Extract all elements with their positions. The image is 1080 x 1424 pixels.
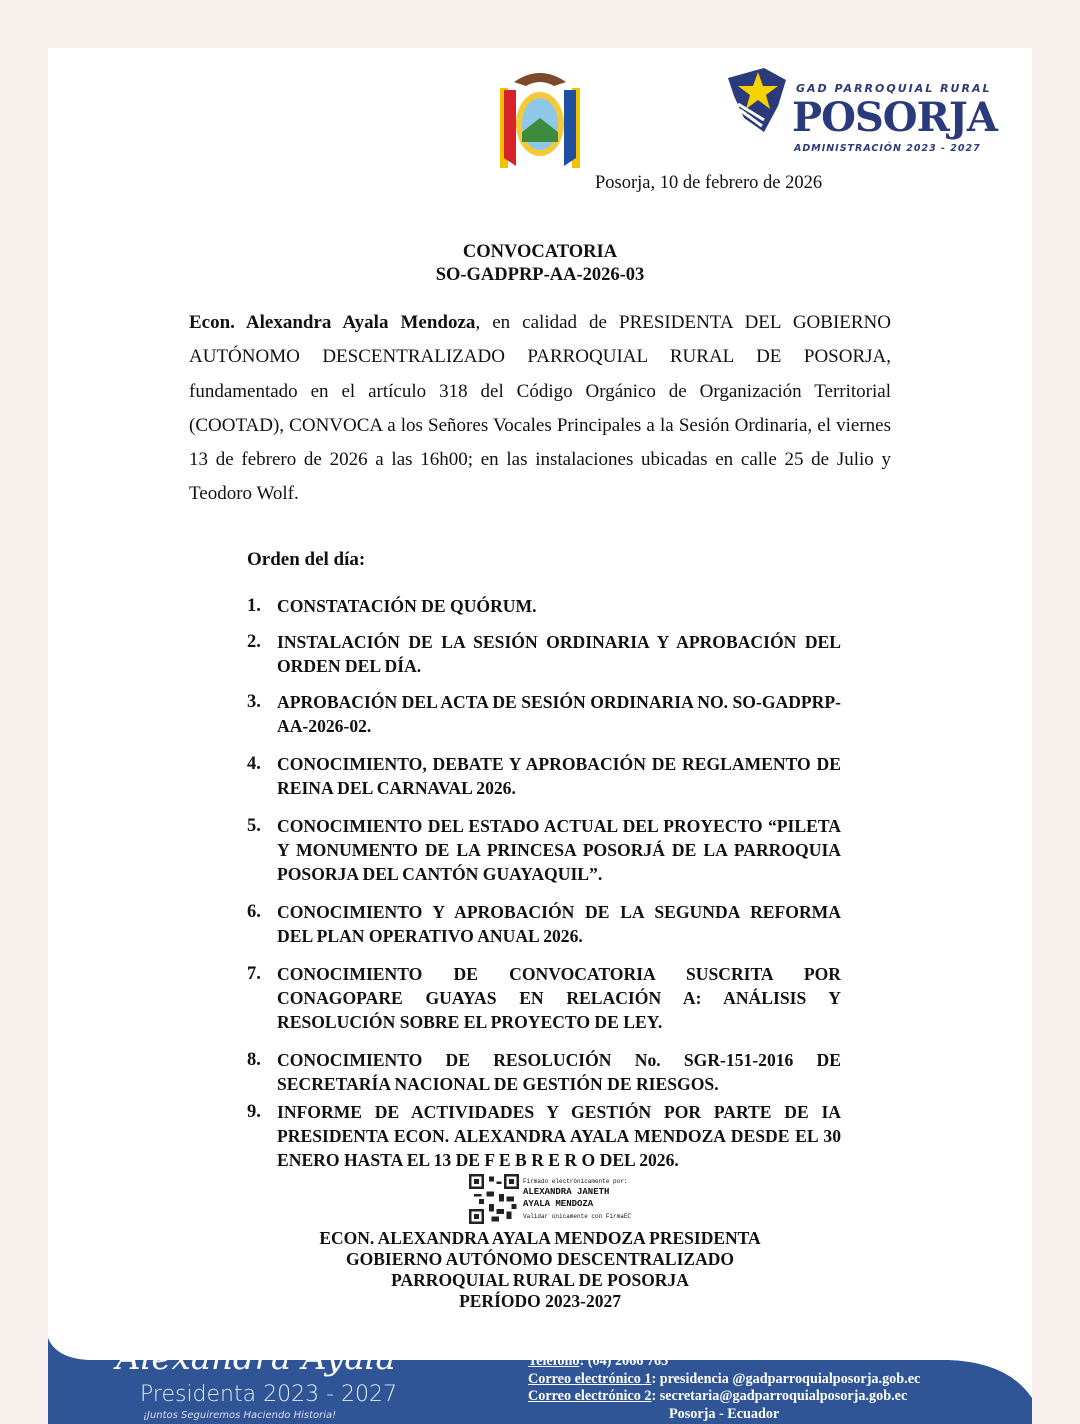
stamp-validate: Validar únicamente con FirmaEC [523, 1213, 632, 1220]
document-title: CONVOCATORIA [462, 242, 618, 262]
agenda-item [247, 900, 841, 948]
shield-star-icon [724, 66, 788, 136]
logo-line2: POSORJA [792, 94, 997, 141]
email1-link[interactable]: : presidencia @gadparroquialposorja.gob.ec [651, 1370, 921, 1387]
footer-slogan: ¡Juntos Seguiremos Haciendo Historia! [143, 1410, 337, 1421]
signer-line: ECON. ALEXANDRA AYALA MENDOZA PRESIDENTA [319, 1228, 761, 1248]
item-number: 8. [247, 1050, 261, 1070]
qr-code-icon [469, 1174, 519, 1224]
item-number: 4. [247, 754, 261, 774]
logo-line3: ADMINISTRACIÓN 2023 - 2027 [794, 143, 981, 154]
ecuador-coat-of-arms-icon [494, 68, 586, 172]
stamp-name: ALEXANDRA JANETH [523, 1187, 610, 1197]
phone: : (04) 2066 765 [579, 1353, 669, 1370]
phone-label: Teléfono [528, 1353, 580, 1370]
institution-line: GOBIERNO AUTÓNOMO DESCENTRALIZADO [346, 1249, 734, 1269]
footer-script-name: Alexandra Ayala [116, 1338, 396, 1378]
electronic-signature-row [48, 1174, 1032, 1228]
convocation-body [189, 306, 891, 512]
agenda-and-signature [48, 594, 1032, 1312]
agenda-item [247, 690, 841, 738]
item-text: CONOCIMIENTO DEL ESTADO ACTUAL DEL PROYECTO “PILETA Y MONUMENTO DE LA PRINCESA POSORJÁ DE LA PARROQUIA POSORJA DEL CANTÓN GUAYAQUIL”. [277, 816, 841, 884]
logo-line1: GAD PARROQUIAL RURAL [796, 82, 992, 95]
footer-contact [528, 1336, 920, 1423]
item-number: 6. [247, 902, 261, 922]
email2-label: Correo electrónico 2 [528, 1388, 652, 1405]
item-number: 9. [247, 1102, 261, 1122]
item-text: CONOCIMIENTO DE CONVOCATORIA SUSCRITA POR CONAGOPARE GUAYAS EN RELACIÓN A: ANÁLISIS Y RESOLUCIÓN SOBRE EL PROYECTO DE LEY. [277, 964, 841, 1032]
agenda-item [247, 1100, 841, 1172]
gad-posorja-logo [724, 66, 997, 158]
convener-name: Econ. Alexandra Ayala Mendoza [189, 312, 476, 333]
item-number: 7. [247, 964, 261, 984]
address: : Calle 25 de Julio y Natividad Flores, mz 27, solar 2. [586, 1336, 904, 1352]
item-text: INSTALACIÓN DE LA SESIÓN ORDINARIA Y APROBACIÓN DEL ORDEN DEL DÍA. [277, 632, 841, 676]
email1-label: Correo electrónico 1 [528, 1370, 652, 1387]
item-text: CONSTATACIÓN DE QUÓRUM. [277, 596, 537, 616]
email2-link[interactable]: : secretaria@gadparroquialposorja.gob.ec [651, 1388, 908, 1405]
item-text: INFORME DE ACTIVIDADES Y GESTIÓN POR PARTE DE IA PRESIDENTA ECON. ALEXANDRA AYALA MENDOZA DESDE EL 30 ENERO HASTA EL 13 DE F E B R E R O DEL 2026. [277, 1102, 841, 1170]
document-code: SO-GADPRP-AA-2026-03 [435, 265, 645, 285]
agenda-item [247, 1048, 841, 1096]
agenda-item [247, 630, 841, 678]
period-line: PERÍODO 2023-2027 [459, 1291, 621, 1311]
agenda-item [247, 594, 841, 618]
item-number: 3. [247, 692, 261, 712]
item-text: APROBACIÓN DEL ACTA DE SESIÓN ORDINARIA NO. SO-GADPRP-AA-2026-02. [277, 692, 841, 736]
item-text: CONOCIMIENTO, DEBATE Y APROBACIÓN DE REGLAMENTO DE REINA DEL CARNAVAL 2026. [277, 754, 841, 798]
stamp-name: AYALA MENDOZA [523, 1199, 594, 1209]
address-label: Dirección [528, 1336, 587, 1352]
agenda-item [247, 962, 841, 1034]
footer-role: Presidenta 2023 - 2027 [140, 1382, 397, 1407]
agenda-item [247, 814, 841, 886]
agenda-list [247, 594, 841, 1172]
stamp-label: Firmado electrónicamente por: [523, 1178, 628, 1185]
document-date: Posorja, 10 de febrero de 2026 [595, 173, 823, 193]
agenda-item [247, 752, 841, 800]
item-number: 2. [247, 632, 261, 652]
location: Posorja - Ecuador [668, 1405, 780, 1422]
item-text: CONOCIMIENTO DE RESOLUCIÓN No. SGR-151-2016 DE SECRETARÍA NACIONAL DE GESTIÓN DE RIESGOS. [277, 1050, 841, 1094]
institution-line: PARROQUIAL RURAL DE POSORJA [391, 1270, 689, 1290]
signature-block [48, 1228, 1032, 1312]
item-number: 1. [247, 596, 261, 616]
document-page [48, 48, 1032, 1424]
agenda-heading: Orden del día: [247, 549, 366, 570]
electronic-signature-stamp [523, 1178, 631, 1221]
convocation-text: , en calidad de PRESIDENTA DEL GOBIERNO AUTÓNOMO DESCENTRALIZADO PARROQUIAL RURAL DE POSORJA, fundamentado en el artículo 318 del Código Orgánico de Organización Territorial (COOTAD), CONVOCA a los Señores Vocales Principales a la Sesión Ordinaria, el viernes 13 de febrero de 2026 a las 16h00; en las instalaciones ubicadas en calle 25 de Julio y Teodoro Wolf. [189, 312, 891, 505]
item-number: 5. [247, 816, 261, 836]
item-text: CONOCIMIENTO Y APROBACIÓN DE LA SEGUNDA REFORMA DEL PLAN OPERATIVO ANUAL 2026. [277, 902, 841, 946]
